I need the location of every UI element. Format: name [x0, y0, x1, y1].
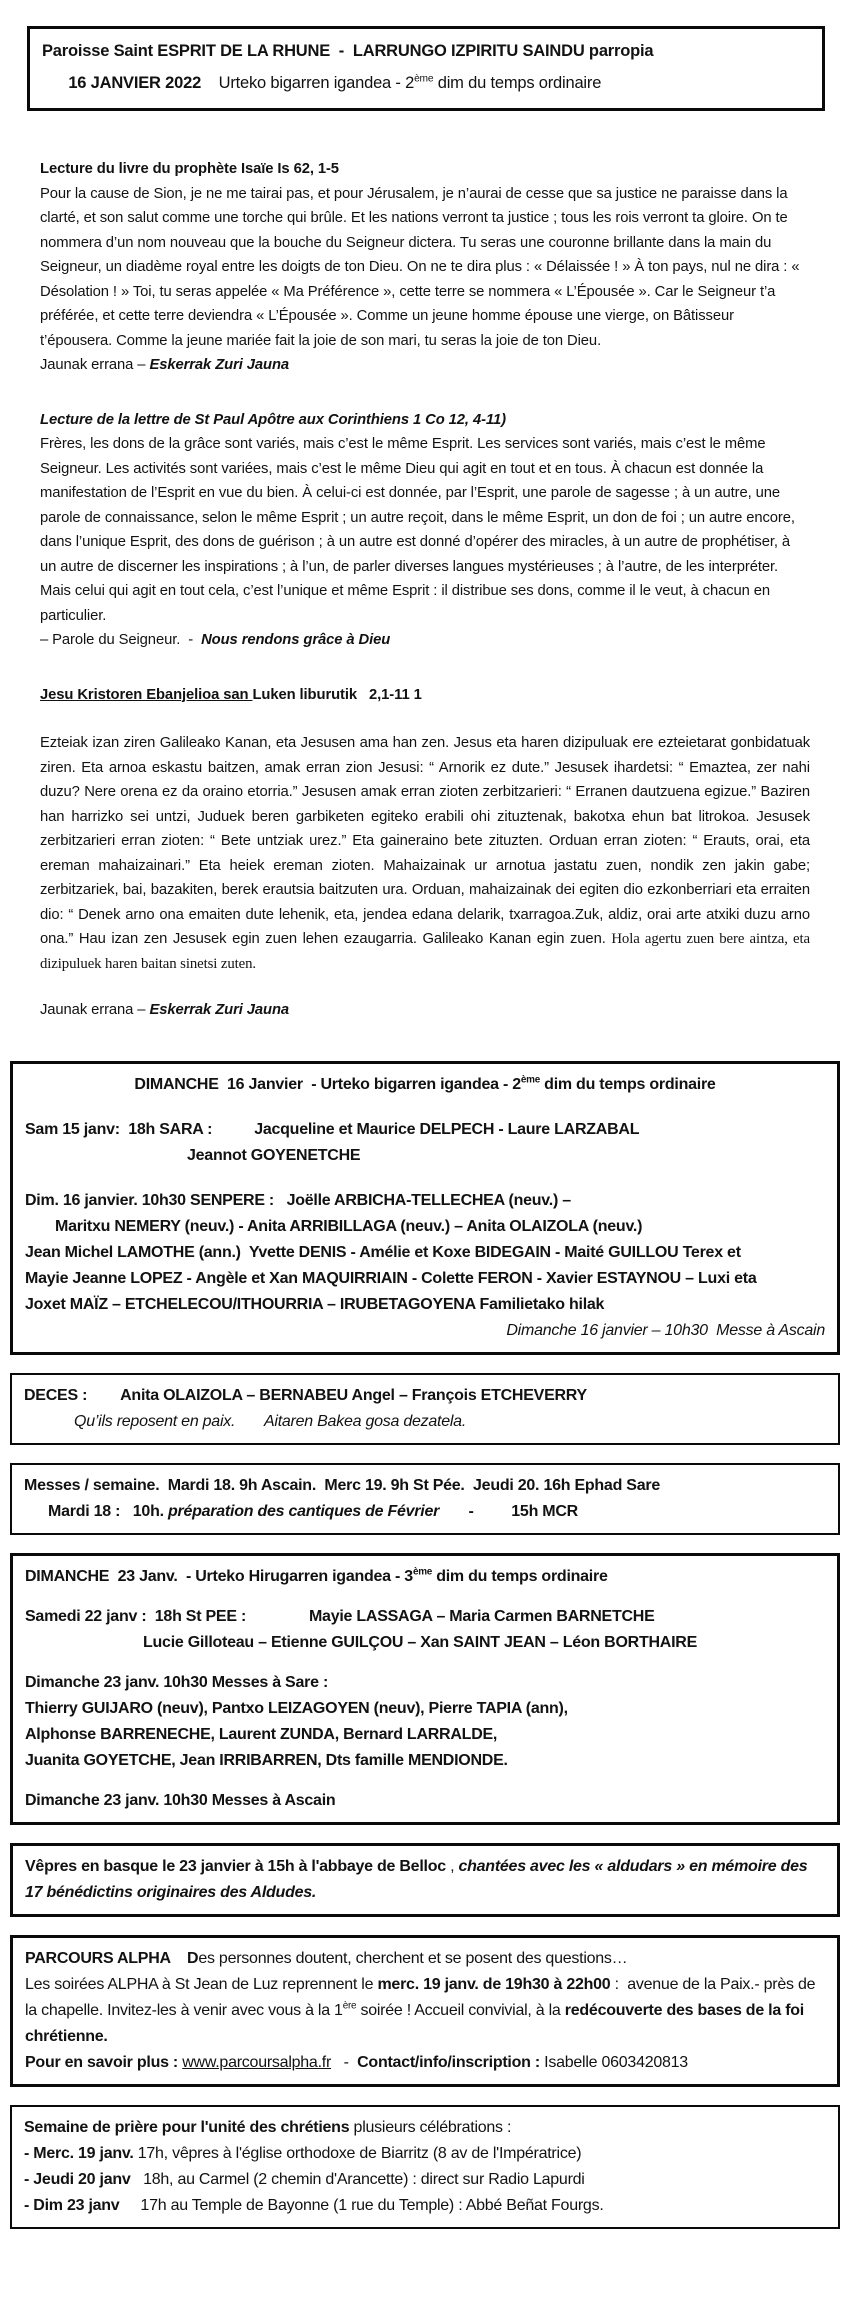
notice-sunday23: [10, 1553, 840, 1825]
text-span: Alphonse BARRENECHE, Laurent ZUNDA, Bernard LARRALDE,: [25, 1725, 498, 1743]
text-span: Dimanche 23 janv. 10h30 Messes à Sare :: [25, 1673, 329, 1691]
text-span: Samedi 22 janv : 18h St PEE : Mayie LASSAGA – Maria Carmen BARNETCHE: [25, 1607, 655, 1625]
notice-parcours-alpha: [10, 1935, 840, 2087]
text-span: Dimanche 23 janv. 10h30 Messes à Ascain: [25, 1791, 336, 1809]
text-span: Messes / semaine. Mardi 18. 9h Ascain. Merc 19. 9h St Pée. Jeudi 20. 16h Ephad Sare: [24, 1476, 660, 1494]
mass-intention-line: [25, 1722, 825, 1748]
text-span: dim du temps ordinaire: [539, 1075, 716, 1093]
text-span: ème: [414, 73, 434, 85]
text-span: Lecture du livre du prophète Isaïe Is 62, 1-5: [40, 161, 339, 177]
mass-intention-line: [25, 1266, 825, 1292]
readings-section: [40, 157, 815, 1023]
text-span: 17h au Temple de Bayonne (1 rue du Temple) : Abbé Beñat Fourgs.: [119, 2196, 604, 2214]
text-span: Isabelle 0603420813: [544, 2053, 688, 2071]
gospel-footer: [40, 998, 810, 1023]
text-span: DIMANCHE 23 Janv. - Urteko Hirugarren igandea - 3: [25, 1567, 413, 1585]
vepres-paragraph: [25, 1854, 825, 1906]
notice-vepres: [10, 1843, 840, 1917]
text-span: redécouverte des bases de la foi chrétienne.: [25, 2001, 809, 2045]
notice-sunday16: [10, 1061, 840, 1355]
text-span: dim du temps ordinaire: [433, 74, 602, 92]
reading-corinthians-body: Frères, les dons de la grâce sont variés, mais c’est le même Esprit. Les services sont variés, mais c’est le même Seigneur. Les activités sont variées, mais c’est le même Dieu qui agit en tout et en tous. À chacun est donnée la manifestation de l’Esprit en vue du bien. À celui-ci est donnée, par l’Esprit, une parole de sagesse ; à un autre, une parole de connaissance, selon le même Esprit ; un autre reçoit, dans le même Esprit, un don de foi ; un autre encore, dans l’unique Esprit, des dons de guérison ; à un autre est donné d’opérer des miracles, à un autre de prophétiser, à un autre de discerner les inspirations ; à l’un, de parler diverses langues mystérieuses ; à l’autre, de les interpréter. Mais celui qui agit en tout cela, c’est l’unique et même Esprit : il distribue ses dons, comme il le veut, à chacun en particulier.: [40, 436, 795, 624]
text-span: Les soirées ALPHA à St Jean de Luz reprennent le: [25, 1975, 378, 1993]
text-span: Mayie Jeanne LOPEZ - Angèle et Xan MAQUIRRIAIN - Colette FERON - Xavier ESTAYNOU – Luxi eta: [25, 1269, 757, 1287]
bulletin-date-line: [42, 69, 810, 97]
parish-title: [42, 37, 810, 65]
reading-corinthians: [40, 408, 810, 653]
text-span: Ezteiak izan ziren Galileako Kanan, eta Jesusen ama han zen. Jesus eta haren dizipuluak ere ezteietarat gonbidatuak ziren. Eta arnoa eskastu baitzen, amak erran zion Jesusi: “ Arnorik ez dute.” Jesusek ihardetsi: “ Emaztea, zer nahi duzu? Nere orena ez da oraino etorria.” Jesusen amak erran zioten zerbitzarieri: “ Erranen dautzuena egizue.” Baziren han harrizko sei untzi, Juduek beren garbiketen egiteko erabili ohi zituztenak, bakotxa ehun bat litrokoa. Jesusek zerbitzarieri erran zioten: “ Bete untziak urez.” Eta gaineraino bete zituzten. Orduan erran zioten: “ Erauts, orai, eta ereman mahaizainari.” Eta heiek ereman zioten. Mahaizainak ur arnotua jastatu zuen, nondik zen jakin gabe; zerbitzariek, bai, bazakiten, berek erautsia baitzuten ura. Orduan, mahaizainak dei egiten dio ezkonberriari eta erraiten dio: “ Denek arno ona emaiten dute lehenik, eta, jendea edana delarik, txarragoa.Zuk, aldiz, orai arte atxiki duzu arno ona.” Hau izan zen Jesusek egin zuen lehen ezaugarria. Galileako Kanan egin zuen.: [40, 735, 815, 947]
notices-section: [10, 1061, 840, 2229]
text-span: Dimanche 16 janvier – 10h30 Messe à Ascain: [506, 1321, 825, 1339]
mass-intention-line: [25, 1630, 825, 1656]
text-span: 17h, vêpres à l'église orthodoxe de Biarritz (8 av de l'Impératrice): [137, 2144, 582, 2162]
reading-corinthians-title: [40, 408, 810, 433]
reading-isaiah-body: Pour la cause de Sion, je ne me tairai pas, et pour Jérusalem, je n’aurai de cesse que sa justice ne paraisse dans la clarté, et son salut comme une torche qui brûle. Et les nations verront ta justice ; tous les rois verront ta gloire. On te nommera d’un nom nouveau que la bouche du Seigneur dictera. Tu seras une couronne brillante dans la main du Seigneur, un diadème royal entre les doigts de ton Dieu. On ne te dira plus : « Délaissée ! » À ton pays, nul ne dira : « Désolation ! » Toi, tu seras appelée « Ma Préférence », cette terre se nommera « L’Épousée ». Car le Seigneur t’a préférée, et cette terre deviendra « L’Épousée ». Comme un jeune homme épouse une vierge, on Bâtisseur t’épousera. Comme la jeune mariée fait la joie de son mari, tu seras la joie de ton Dieu.: [40, 185, 800, 349]
text-span: ème: [520, 1074, 540, 1086]
text-span: Jaunak errana –: [40, 1002, 150, 1018]
sunday23-title: [25, 1564, 825, 1590]
mass-intention-line: [25, 1117, 825, 1143]
text-span: PARCOURS ALPHA D: [25, 1949, 199, 1967]
text-span: Juanita GOYETCHE, Jean IRRIBARREN, Dts famille MENDIONDE.: [25, 1751, 508, 1769]
text-span: chantées avec les « aldudars » en mémoire des 17 bénédictins originaires des Aldudes.: [25, 1857, 812, 1901]
text-span: ère: [342, 2000, 357, 2012]
mass-intention-line: [25, 1240, 825, 1266]
text-span: Thierry GUIJARO (neuv), Pantxo LEIZAGOYEN (neuv), Pierre TAPIA (ann),: [25, 1699, 568, 1717]
text-span: Mardi 18 : 10h.: [48, 1502, 168, 1520]
text-span: Lecture de la lettre de St Paul Apôtre aux Corinthiens 1 Co 12, 4-11): [40, 411, 506, 428]
reading-corinthians-footer: [40, 628, 810, 653]
text-span: Pour en savoir plus :: [25, 2053, 183, 2071]
text-span: Hola agertu zuen bere aintza, eta dizipuluek haren baitan sinetsi zuten.: [40, 931, 814, 972]
text-span: : avenue de la Paix.- près de la chapelle. Invitez-les à venir avec vous à la 1: [25, 1975, 820, 2019]
text-span: Semaine de prière pour l'unité des chrétiens: [24, 2118, 354, 2136]
header-box: [27, 26, 825, 111]
text-span: plusieurs célébrations :: [353, 2118, 512, 2136]
spacer: [25, 1169, 825, 1188]
text-span: Eskerrak Zuri Jauna: [149, 1002, 290, 1018]
text-span: préparation des cantiques de Février: [167, 1502, 440, 1520]
text-span: Vêpres en basque le 23 janvier à 15h à l'abbaye de Belloc: [25, 1857, 446, 1875]
text-span: Dim. 16 janvier. 10h30 SENPERE : Joëlle ARBICHA-TELLECHEA (neuv.) –: [25, 1191, 571, 1209]
mass-intention-line: [25, 1188, 825, 1214]
notice-messes-semaine: [10, 1463, 840, 1535]
text-span: Urteko bigarren igandea - 2: [201, 74, 415, 92]
mass-intention-line: [25, 1670, 825, 1696]
text-span: 18h, au Carmel (2 chemin d'Arancette) : direct sur Radio Lapurdi: [130, 2170, 585, 2188]
text-span: Jeannot GOYENETCHE: [187, 1146, 361, 1164]
reading-isaiah-title: [40, 157, 810, 182]
unite-headline: [24, 2115, 826, 2141]
deces-condolence-line: [24, 1409, 826, 1435]
unite-event-line: [24, 2141, 826, 2167]
text-span: ème: [412, 1566, 433, 1578]
reading-isaiah: [40, 157, 810, 378]
spacer: [25, 1774, 825, 1788]
text-span: merc. 19 janv. de 19h30 à 22h00: [377, 1975, 611, 1993]
text-span: Joxet MAÏZ – ETCHELECOU/ITHOURRIA – IRUBETAGOYENA Familietako hilak: [25, 1295, 605, 1313]
text-span: DECES : Anita OLAIZOLA – BERNABEU Angel – François ETCHEVERRY: [24, 1386, 587, 1404]
text-span: es personnes doutent, cherchent et se posent des questions…: [198, 1949, 628, 1967]
gospel-title: [40, 683, 810, 708]
text-span: Nous rendons grâce à Dieu: [201, 632, 391, 648]
mass-intention-line: [25, 1696, 825, 1722]
spacer: [25, 1590, 825, 1604]
text-span: soirée ! Accueil convivial, à la: [356, 2001, 565, 2019]
mass-intention-line: [25, 1292, 825, 1318]
notice-deces: [10, 1373, 840, 1445]
deces-line: [24, 1383, 826, 1409]
text-span: - Merc. 19 janv.: [24, 2144, 138, 2162]
text-span: - 15h MCR: [439, 1502, 578, 1520]
text-span: Jean Michel LAMOTHE (ann.) Yvette DENIS - Amélie et Koxe BIDEGAIN - Maité GUILLOU Terex et: [25, 1243, 741, 1261]
spacer: [25, 1656, 825, 1670]
sunday16-footer: [25, 1318, 825, 1344]
text-span: Paroisse Saint ESPRIT DE LA RHUNE - LARRUNGO IZPIRITU SAINDU parropia: [42, 42, 654, 60]
link-parcoursalpha[interactable]: www.parcoursalpha.fr: [182, 2053, 332, 2071]
sunday16-title: [25, 1072, 825, 1098]
weekday-masses-line: [24, 1473, 826, 1499]
text-span: Jaunak errana –: [40, 357, 150, 373]
alpha-headline: [25, 1946, 825, 1972]
text-span: - Jeudi 20 janv: [24, 2170, 131, 2188]
text-span: Jesu Kristoren Ebanjelioa san: [40, 686, 253, 703]
text-span: Lucie Gilloteau – Etienne GUILÇOU – Xan SAINT JEAN – Léon BORTHAIRE: [143, 1633, 697, 1651]
text-span: 16 JANVIER 2022: [42, 74, 202, 92]
alpha-contact-line: [25, 2050, 825, 2076]
text-span: Aitaren Bakea gosa dezatela.: [263, 1412, 467, 1430]
mass-intention-line: [25, 1143, 825, 1169]
notice-semaine-unite: [10, 2105, 840, 2229]
unite-event-line: [24, 2167, 826, 2193]
spacer: [25, 1098, 825, 1117]
gospel-body: [40, 731, 815, 976]
text-span: dim du temps ordinaire: [432, 1567, 608, 1585]
mass-intention-line: [25, 1604, 825, 1630]
text-span: Maritxu NEMERY (neuv.) - Anita ARRIBILLAGA (neuv.) – Anita OLAIZOLA (neuv.): [55, 1217, 643, 1235]
alpha-paragraph: [25, 1972, 825, 2050]
text-span: Luken liburutik 2,1-11 1: [252, 686, 422, 703]
gospel-basque: [40, 683, 815, 1023]
mass-intention-line: [25, 1788, 825, 1814]
text-span: -: [331, 2053, 358, 2071]
reading-isaiah-footer: [40, 353, 810, 378]
unite-event-line: [24, 2193, 826, 2219]
text-span: ,: [445, 1857, 459, 1875]
text-span: DIMANCHE 16 Janvier - Urteko bigarren igandea - 2: [134, 1075, 521, 1093]
mass-intention-line: [25, 1748, 825, 1774]
text-span: – Parole du Seigneur. -: [40, 632, 202, 648]
text-span: - Dim 23 janv: [24, 2196, 120, 2214]
text-span: Sam 15 janv: 18h SARA : Jacqueline et Maurice DELPECH - Laure LARZABAL: [25, 1120, 640, 1138]
text-span: Contact/info/inscription :: [357, 2053, 545, 2071]
text-span: Qu’ils reposent en paix.: [74, 1412, 264, 1430]
weekday-masses-line: [24, 1499, 826, 1525]
mass-intention-line: [25, 1214, 825, 1240]
text-span: Eskerrak Zuri Jauna: [149, 357, 290, 373]
